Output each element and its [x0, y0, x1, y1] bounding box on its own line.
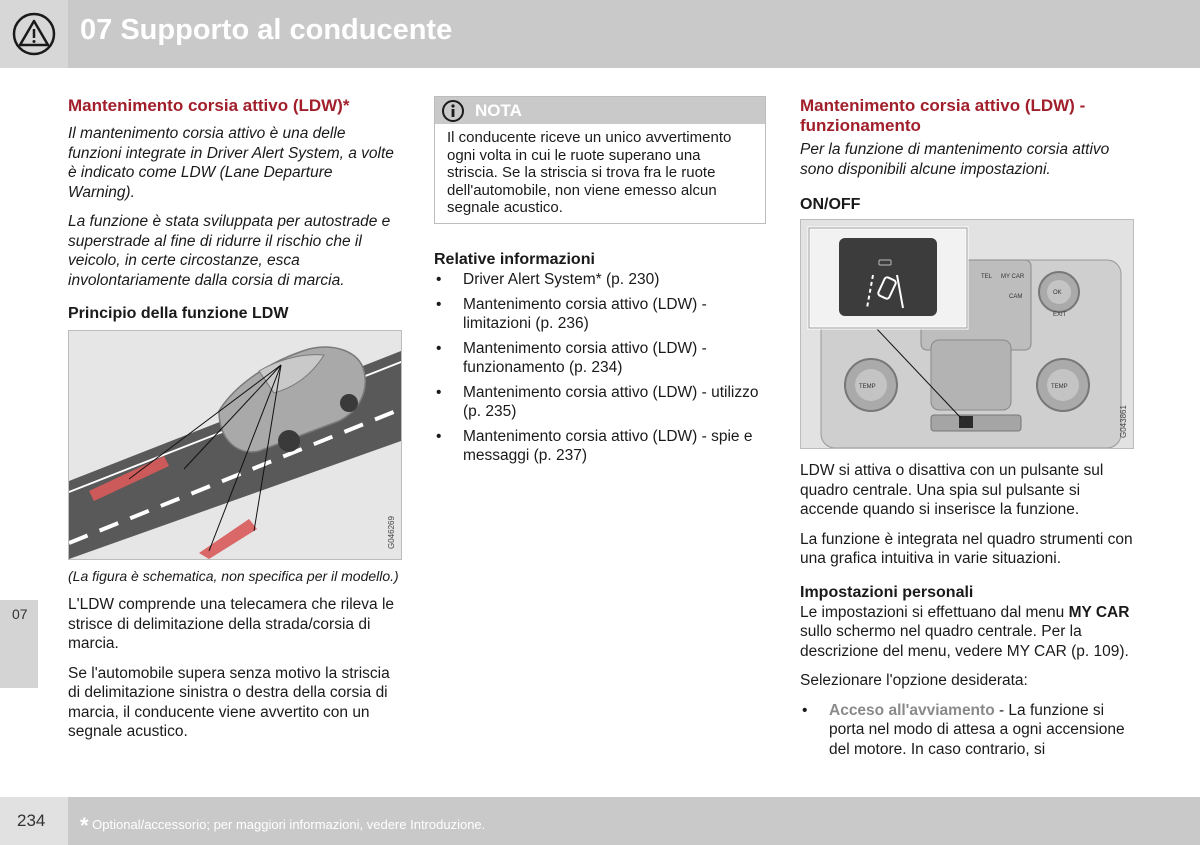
note-box [434, 96, 766, 224]
bullet-dot: • [802, 701, 808, 719]
related-link-limitations[interactable]: • Mantenimento corsia attivo (LDW) - limitazioni (p. 236) [434, 295, 766, 333]
body-paragraph-select: Selezionare l'opzione desiderata: [800, 672, 1028, 689]
car-lane-illustration [69, 331, 401, 559]
related-link-function[interactable]: • Mantenimento corsia attivo (LDW) - funzionamento (p. 234) [434, 339, 766, 377]
personal-settings-heading: Impostazioni personali [800, 583, 974, 601]
body-paragraph-settings [800, 603, 1134, 662]
center-console-illustration [801, 220, 1133, 448]
panel-label-exit: EXIT [1053, 312, 1067, 318]
ldw-principle-figure [68, 330, 402, 560]
panel-label-ok: OK [1053, 290, 1062, 296]
body-paragraph-integration: La funzione è integrata nel quadro strumenti con una grafica intuitiva in varie situazioni. [800, 530, 1133, 567]
panel-label-temp-right: TEMP [1051, 384, 1068, 390]
body-paragraph-toggle: LDW si attiva o disattiva con un pulsante sul quadro centrale. Una spia sul pulsante si accende quando si inserisce la funzione. [800, 462, 1104, 518]
related-link-lamps-messages[interactable]: • Mantenimento corsia attivo (LDW) - spie e messaggi (p. 237) [434, 427, 766, 465]
onoff-heading: ON/OFF [800, 196, 861, 213]
page-number: 234 [17, 811, 46, 830]
column-right [800, 96, 1134, 759]
panel-label-mycar: MY CAR [1001, 274, 1025, 280]
note-header [435, 97, 765, 124]
settings-text-a: Le impostazioni si effettuano dal menu [800, 603, 1069, 621]
related-info-heading: Relative informazioni [434, 250, 595, 268]
option-label-start: Acceso all'avviamento [829, 701, 995, 719]
note-title: NOTA [475, 101, 522, 120]
section-heading-ldw: Mantenimento corsia attivo (LDW)* [68, 96, 350, 115]
mycar-menu-label: MY CAR [1068, 603, 1130, 621]
footnote [80, 813, 485, 839]
chapter-tab-label: 07 [12, 606, 28, 622]
intro-paragraph-2: La funzione è stata sviluppata per autostrade e superstrade al fine di ridurre il rischio che il veicolo, in certe circostanze, esca involontariamente dalla corsia di marcia. [68, 213, 391, 289]
option-list-item [800, 701, 1134, 760]
subheading-ldw-principle: Principio della funzione LDW [68, 305, 289, 322]
note-body: Il conducente riceve un unico avvertimento ogni volta in cui le ruote superano una striscia. Se la striscia si trova fra le ruote dell'automobile, non viene emesso alcun segnale acustico. [447, 129, 732, 216]
intro-paragraph-settings: Per la funzione di mantenimento corsia attivo sono disponibili alcune impostazioni. [800, 141, 1110, 178]
figure-caption: (La figura è schematica, non specifica per il modello.) [68, 568, 399, 584]
info-icon [441, 100, 465, 122]
option-description: - La funzione si porta nel modo di attesa a ogni accensione del motore. In caso contrario, si [829, 701, 1125, 758]
related-link-usage[interactable]: • Mantenimento corsia attivo (LDW) - utilizzo (p. 235) [434, 383, 766, 421]
column-left [68, 96, 402, 752]
footnote-star: * [80, 813, 89, 838]
panel-label-cam: CAM [1009, 294, 1023, 300]
footnote-text: Optional/accessorio; per maggiori informazioni, vedere Introduzione. [88, 817, 486, 832]
settings-text-b: sullo schermo nel quadro centrale. Per la descrizione del menu, vedere MY CAR (p. 109). [800, 623, 1129, 660]
column-middle [434, 96, 766, 471]
related-link-driver-alert[interactable]: • Driver Alert System* (p. 230) [434, 270, 766, 289]
panel-label-temp-left: TEMP [859, 384, 876, 390]
warning-triangle-icon [12, 12, 56, 56]
panel-label-tel: TEL [981, 274, 993, 280]
body-paragraph-camera: L'LDW comprende una telecamera che rileva le strisce di delimitazione della strada/corsia di marcia. [68, 596, 395, 652]
figure-code: G046269 [387, 516, 396, 549]
related-links-list [434, 270, 766, 465]
intro-paragraph-1: Il mantenimento corsia attivo è una delle funzioni integrate in Driver Alert System, a volte è indicato come LDW (Lane Departure Warning). [68, 125, 394, 201]
ldw-button [931, 415, 1021, 431]
header-icon-box [0, 0, 68, 68]
center-console-figure [800, 219, 1134, 449]
section-heading-ldw-function: Mantenimento corsia attivo (LDW) - funzionamento [800, 96, 1086, 135]
body-paragraph-warning: Se l'automobile supera senza motivo la striscia di delimitazione sinistra o destra della corsia di marcia, il conducente viene avvertito con un segnale acustico. [68, 664, 390, 740]
page-title: 07 Supporto al conducente [80, 14, 453, 46]
figure-code-console: G043861 [1119, 405, 1128, 438]
